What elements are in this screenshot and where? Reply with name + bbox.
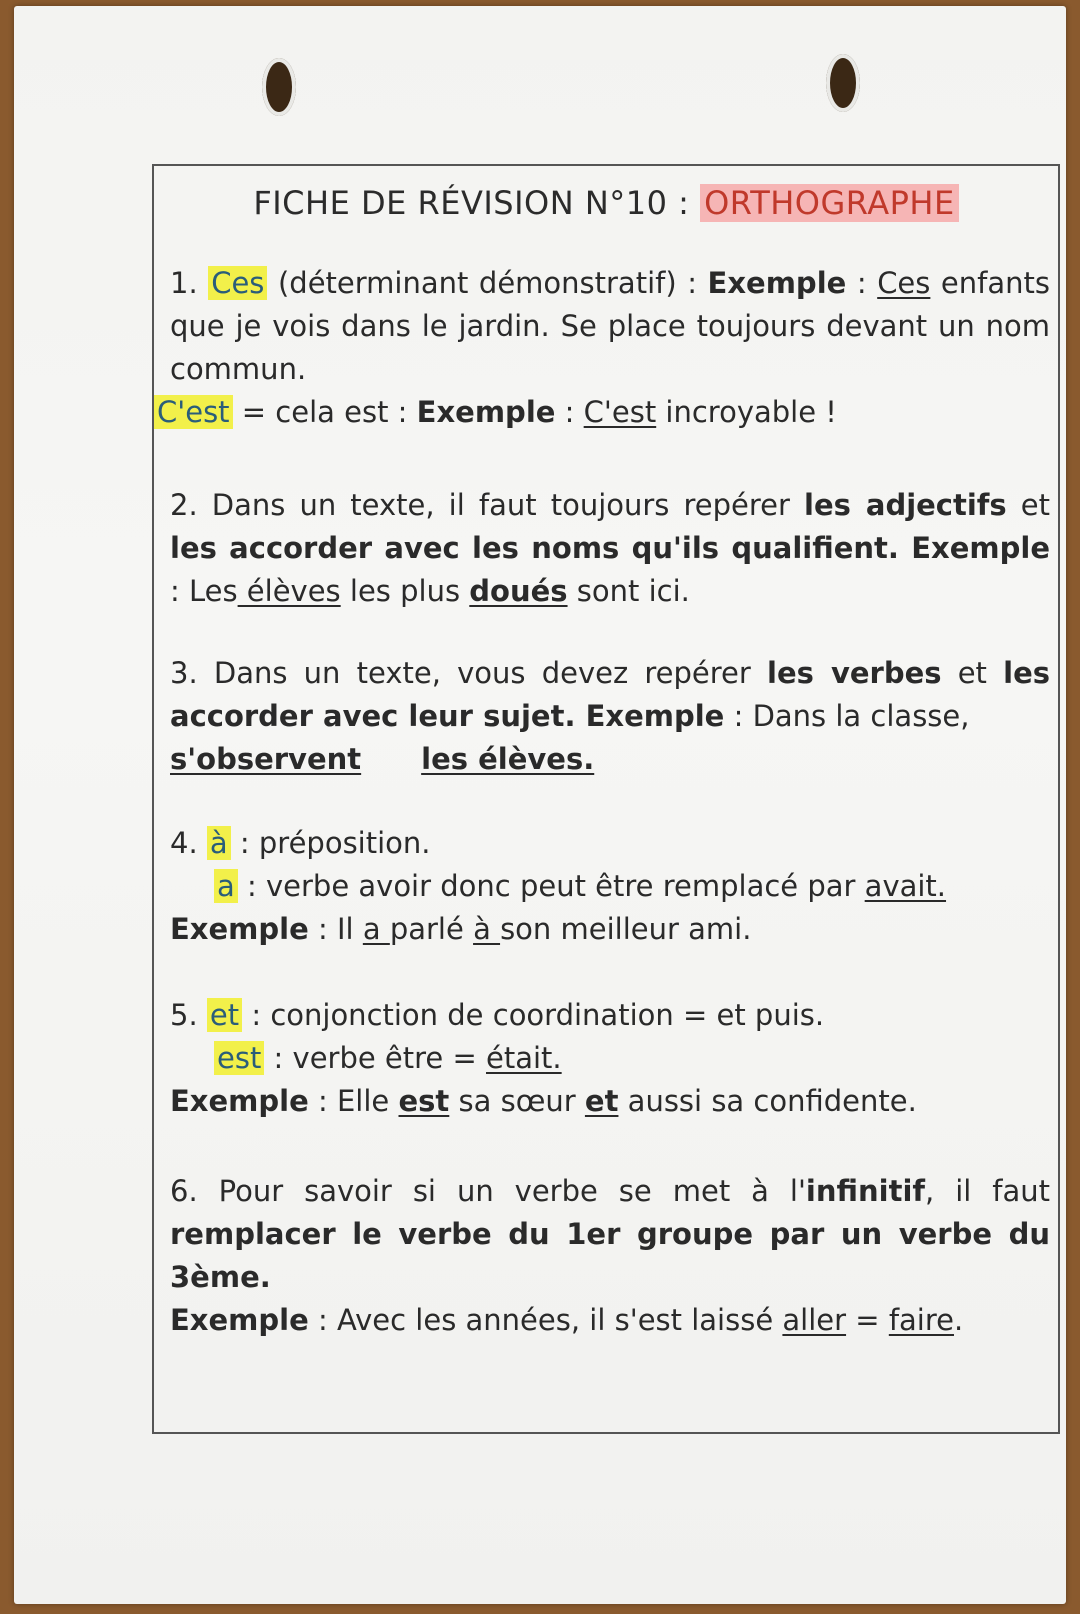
bold-text: les accorder avec leur sujet.: [170, 656, 1050, 733]
section-1: [157, 262, 1050, 434]
underlined-word: s'observent: [170, 742, 362, 776]
example-text: : Elle: [308, 1084, 399, 1118]
body-text: 3. Dans un texte, vous devez repérer: [170, 656, 767, 690]
highlight-a-accent: à: [207, 826, 231, 860]
example-text: enfants que je vois dans le jardin. Se place toujours devant un nom commun.: [170, 266, 1050, 386]
definition-text: : verbe avoir donc peut être remplacé par: [237, 869, 865, 903]
paper-sheet: [14, 6, 1066, 1604]
title-subject: ORTHOGRAPHE: [700, 184, 959, 222]
body-text: , il faut: [925, 1174, 1051, 1208]
bold-text: les accorder avec les noms qu'ils qualifient.: [170, 531, 899, 565]
underlined-word: était.: [486, 1041, 562, 1075]
example-label: Exemple: [170, 912, 309, 946]
example-text: : Avec les années, il s'est laissé: [308, 1303, 783, 1337]
definition-text: : conjonction de coordination = et puis.: [242, 998, 825, 1032]
definition-text: : préposition.: [230, 826, 431, 860]
underlined-word: élèves: [237, 574, 341, 608]
example-text: sa sœur: [449, 1084, 585, 1118]
example-text: : Il: [308, 912, 363, 946]
example-text: aussi sa confidente.: [618, 1084, 917, 1118]
bold-text: les adjectifs: [804, 488, 1007, 522]
section-3: [170, 652, 1050, 781]
body-text: et: [941, 656, 1004, 690]
example-text: parlé: [389, 912, 474, 946]
bold-text: remplacer le verbe du 1er groupe par un verbe du 3ème.: [170, 1217, 1050, 1294]
example-label: Exemple: [707, 266, 847, 300]
example-label: Exemple: [170, 1084, 309, 1118]
punch-hole-right: [826, 54, 860, 112]
underlined-word: à: [473, 912, 501, 946]
example-text: =: [846, 1303, 889, 1337]
underlined-word: doués: [469, 574, 568, 608]
highlight-et: et: [207, 998, 242, 1032]
body-text: 2. Dans un texte, il faut toujours repérer: [170, 488, 805, 522]
body-text: et: [1006, 488, 1050, 522]
colon: :: [846, 266, 878, 300]
example-label: Exemple: [575, 699, 725, 733]
example-label: Exemple: [170, 1303, 309, 1337]
highlight-a: a: [214, 869, 238, 903]
body-text: : Les: [170, 574, 238, 608]
section-5: [170, 994, 1050, 1123]
definition-text: (déterminant démonstratif) :: [267, 266, 708, 300]
bold-text: infinitif: [805, 1174, 926, 1208]
definition-text: = cela est :: [232, 395, 417, 429]
body-text: 6. Pour savoir si un verbe se met à l': [170, 1174, 806, 1208]
page-title: [154, 184, 1058, 222]
punch-hole-left: [262, 58, 296, 116]
definition-text: : verbe être =: [264, 1041, 487, 1075]
bold-text: les verbes: [767, 656, 942, 690]
underlined-word: avait.: [864, 869, 947, 903]
highlight-est: est: [214, 1041, 264, 1075]
colon: :: [555, 395, 584, 429]
section-6: [170, 1170, 1050, 1342]
underlined-word: Ces: [877, 266, 931, 300]
example-label: Exemple: [898, 531, 1050, 565]
section-number: 1.: [170, 266, 209, 300]
section-2: [170, 484, 1050, 613]
revision-frame: [152, 164, 1060, 1434]
underlined-word: aller: [782, 1303, 847, 1337]
title-main: FICHE DE RÉVISION N°10 :: [253, 184, 701, 222]
highlight-cest: C'est: [154, 395, 233, 429]
body-text: : Dans la classe,: [724, 699, 970, 733]
section-number: 5.: [170, 998, 207, 1032]
underlined-word: faire: [888, 1303, 954, 1337]
body-text: sont ici.: [567, 574, 690, 608]
body-text: les plus: [340, 574, 470, 608]
example-text: incroyable !: [656, 395, 837, 429]
section-number: 4.: [170, 826, 207, 860]
section-4: [170, 822, 1050, 951]
underlined-word: est: [398, 1084, 450, 1118]
underlined-word: les élèves.: [421, 742, 595, 776]
underlined-word: a: [362, 912, 390, 946]
underlined-word: C'est: [583, 395, 657, 429]
example-text: son meilleur ami.: [500, 912, 752, 946]
example-label: Exemple: [416, 395, 556, 429]
highlight-ces: Ces: [208, 266, 267, 300]
underlined-word: et: [584, 1084, 619, 1118]
example-text: .: [953, 1303, 964, 1337]
